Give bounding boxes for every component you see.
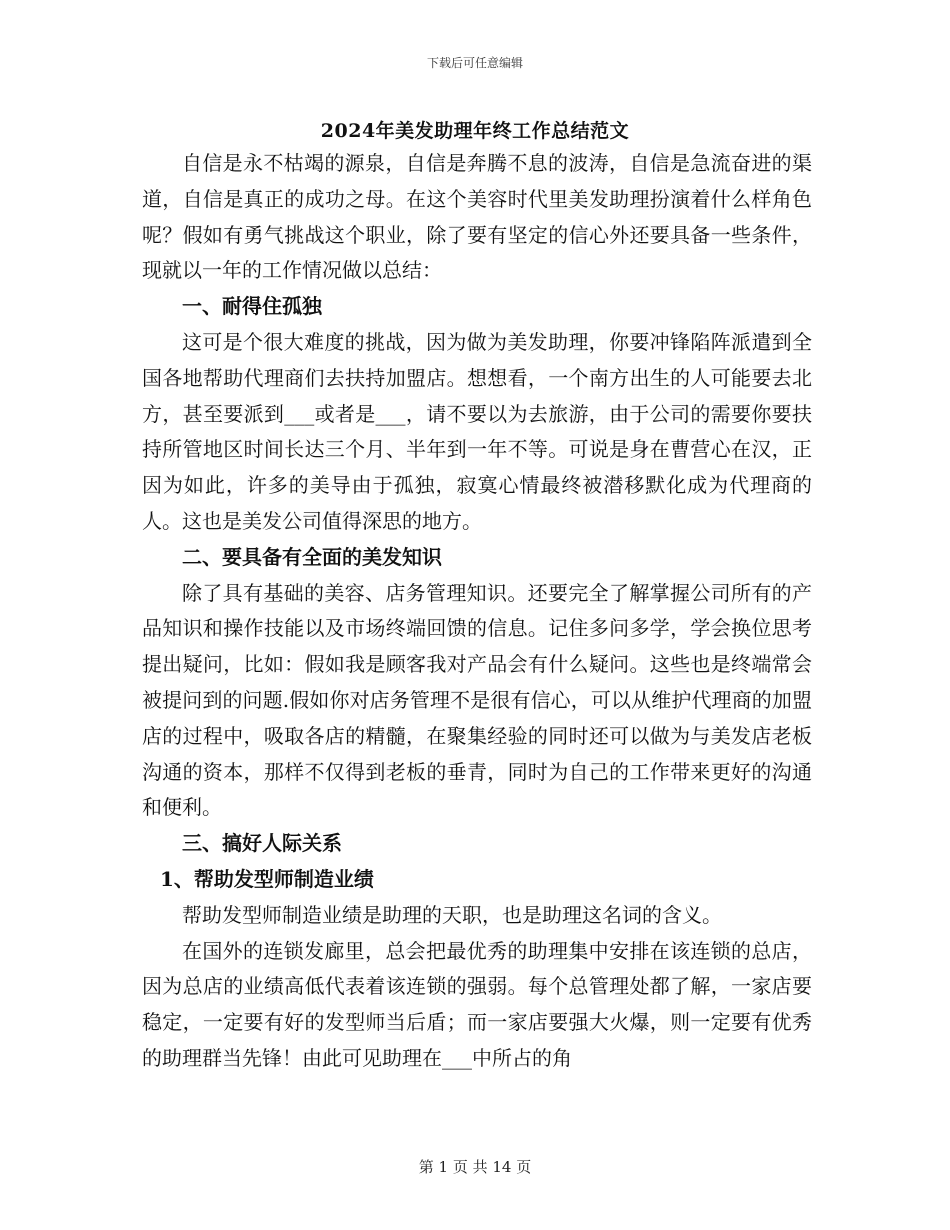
section-heading-2: 二、要具备有全面的美发知识 xyxy=(182,544,442,569)
page-number-footer: 第 1 页 共 14 页 xyxy=(418,1158,532,1176)
paragraph-subsection-3-1-b: 在国外的连锁发廊里，总会把最优秀的助理集中安排在该连锁的总店，因为总店的业绩高低代表着该连锁的强弱。每个总管理处都了解，一家店要稳定，一定要有好的发型师当后盾；而一家店要强大火爆，则一定要有优秀的助理群当先锋！由此可见助理在___中所占的角 xyxy=(142,938,812,1070)
section-heading-1: 一、耐得住孤独 xyxy=(182,294,322,319)
page-header-note: 下载后可任意编辑 xyxy=(426,56,523,70)
paragraph-section-2: 除了具有基础的美容、店务管理知识。还要完全了解掌握公司所有的产品知识和操作技能以及市场终端回馈的信息。记住多问多学，学会换位思考提出疑问，比如：假如我是顾客我对产品会有什么疑问。这些也是终端常会被提问到的问题.假如你对店务管理不是很有信心，可以从维护代理商的加盟店的过程中，吸取各店的精髓，在聚集经验的同时还可以做为与美发店老板沟通的资本，那样不仅得到老板的垂青，同时为自己的工作带来更好的沟通和便利。 xyxy=(142,580,812,820)
paragraph-subsection-3-1-a: 帮助发型师制造业绩是助理的天职，也是助理这名词的含义。 xyxy=(182,902,722,927)
section-heading-3: 三、搞好人际关系 xyxy=(182,831,342,856)
subsection-heading-3-1: 1、帮助发型师制造业绩 xyxy=(160,866,374,891)
document-title: 2024年美发助理年终工作总结范文 xyxy=(320,120,630,142)
paragraph-intro: 自信是永不枯竭的源泉，自信是奔腾不息的波涛，自信是急流奋进的渠道，自信是真正的成功之母。在这个美容时代里美发助理扮演着什么样角色呢？假如有勇气挑战这个职业，除了要有坚定的信心外还要具备一些条件，现就以一年的工作情况做以总结： xyxy=(142,151,812,283)
document-body xyxy=(142,146,812,1077)
paragraph-section-1: 这可是个很大难度的挑战，因为做为美发助理，你要冲锋陷阵派遣到全国各地帮助代理商们去扶持加盟店。想想看，一个南方出生的人可能要去北方，甚至要派到___或者是___，请不要以为去旅游，由于公司的需要你要扶持所管地区时间长达三个月、半年到一年不等。可说是身在曹营心在汉，正因为如此，许多的美导由于孤独，寂寞心情最终被潜移默化成为代理商的人。这也是美发公司值得深思的地方。 xyxy=(142,329,812,533)
